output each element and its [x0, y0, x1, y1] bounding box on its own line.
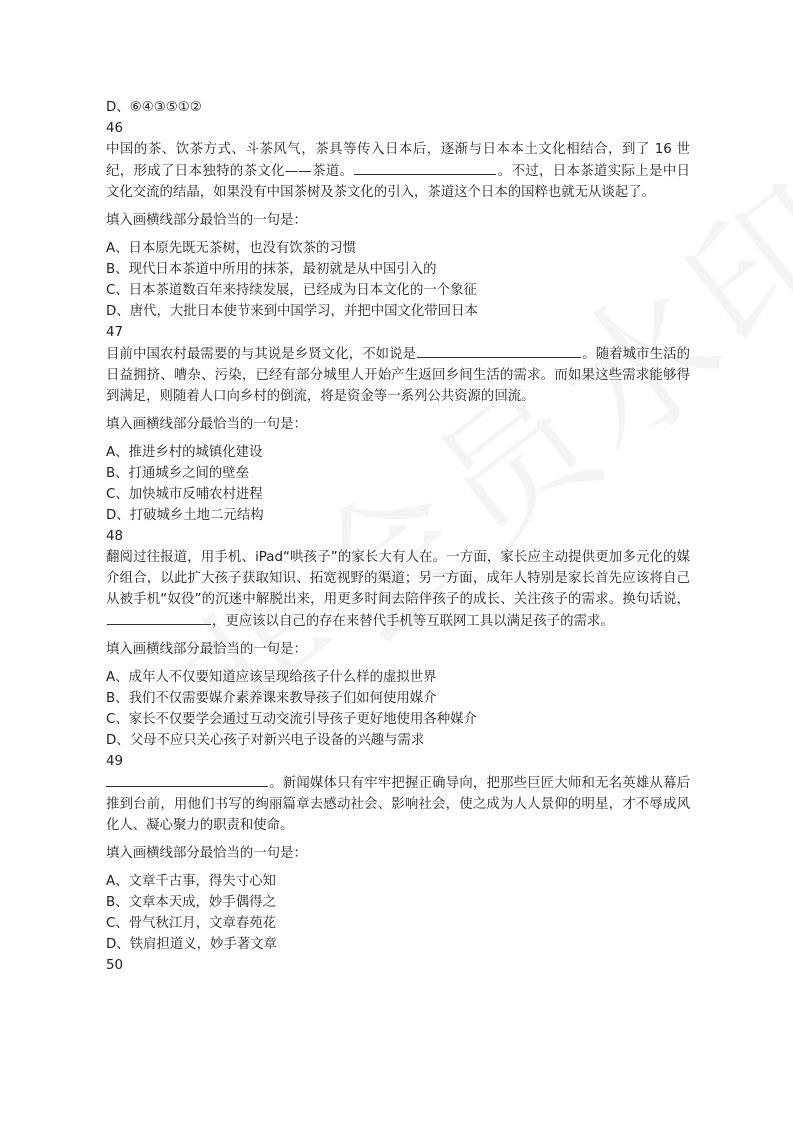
question-prompt: 填入画横线部分最恰当的一句是： — [106, 213, 307, 228]
option-a[interactable]: A、日本原先既无茶树，也没有饮茶的习惯 — [106, 241, 357, 256]
option-b[interactable]: B、打通城乡之间的壁垒 — [106, 466, 250, 481]
question-prompt: 填入画横线部分最恰当的一句是： — [106, 417, 307, 432]
option-d[interactable]: D、父母不应只关心孩子对新兴电子设备的兴趣与需求 — [106, 733, 425, 748]
option-a[interactable]: A、成年人不仅要知道应该呈现给孩子什么样的虚拟世界 — [106, 670, 437, 685]
option-d[interactable]: D、铁肩担道义，妙手著文章 — [106, 937, 277, 952]
question-stem: 目前中国农村最需要的与其说是乡贤文化，不如说是 。随着城市生活的日益拥挤、嘈杂、污染，已经有部分城里人开始产生返回乡间生活的需求。而如果这些需求能够得到满足，则随着人口向乡村的倒流，将是资金等一系列公共资源的回流。 — [106, 343, 690, 407]
question-number: 48 — [106, 529, 124, 544]
question-number: 49 — [106, 754, 124, 769]
question-prompt: 填入画横线部分最恰当的一句是： — [106, 846, 307, 861]
option-c[interactable]: C、骨气秋江月，文章春苑花 — [106, 916, 277, 931]
question-prompt: 填入画横线部分最恰当的一句是： — [106, 642, 307, 657]
document-body — [106, 97, 690, 976]
option-a[interactable]: A、推进乡村的城镇化建设 — [106, 445, 263, 460]
option-d[interactable]: D、唐代，大批日本使节来到中国学习，并把中国文化带回日本 — [106, 304, 478, 319]
answer-blank — [354, 160, 496, 175]
answer-blank — [417, 343, 581, 358]
option-c[interactable]: C、家长不仅要学会通过互动交流引导孩子更好地使用各种媒介 — [106, 712, 477, 727]
question-stem: 。新闻媒体只有牢牢把握正确导向，把那些巨匠大师和无名英雄从幕后推到台前，用他们书写的绚丽篇章去感动社会、影响社会，使之成为人人景仰的明星，才不辱成风化人、凝心聚力的职责和使命。 — [106, 772, 690, 836]
option-a[interactable]: A、文章千古事，得失寸心知 — [106, 874, 276, 889]
question-stem: 中国的茶、饮茶方式、斗茶风气，茶具等传入日本后，逐渐与日本本土文化相结合，到了 16 世纪，形成了日本独特的茶文化——茶道。 。不过，日本茶道实际上是中日文化交流的结晶，如果没有中国茶树及茶文化的引入，茶道这个日本的国粹也就无从谈起了。 — [106, 142, 691, 200]
option-b[interactable]: B、我们不仅需要媒介素养课来教导孩子们如何使用媒介 — [106, 691, 437, 706]
option-c[interactable]: C、加快城市反哺农村进程 — [106, 487, 263, 502]
answer-blank — [107, 610, 211, 625]
option-d[interactable]: D、打破城乡土地二元结构 — [106, 508, 264, 523]
question-stem: 翻阅过往报道，用手机、iPad“哄孩子”的家长大有人在。一方面，家长应主动提供更加多元化的媒介组合，以此扩大孩子获取知识、拓宽视野的渠道；另一方面，成年人特别是家长首先应该将自己从被手机“奴役”的沉迷中解脱出来，用更多时间去陪伴孩子的成长、关注孩子的需求。换句话说，，更应该以自己的存在来替代手机等互联网工具以满足孩子的需求。 — [106, 550, 690, 629]
answer-blank — [106, 772, 268, 787]
option-b[interactable]: B、现代日本茶道中所用的抹茶，最初就是从中国引入的 — [106, 262, 437, 277]
question-number: 50 — [106, 958, 124, 973]
prev-option-d: D、⑥④③⑤①② — [106, 100, 202, 115]
option-b[interactable]: B、文章本天成，妙手偶得之 — [106, 895, 276, 910]
option-c[interactable]: C、日本茶道数百年来持续发展，已经成为日本文化的一个象征 — [106, 283, 477, 298]
question-number: 47 — [106, 325, 124, 340]
question-number: 46 — [106, 121, 124, 136]
